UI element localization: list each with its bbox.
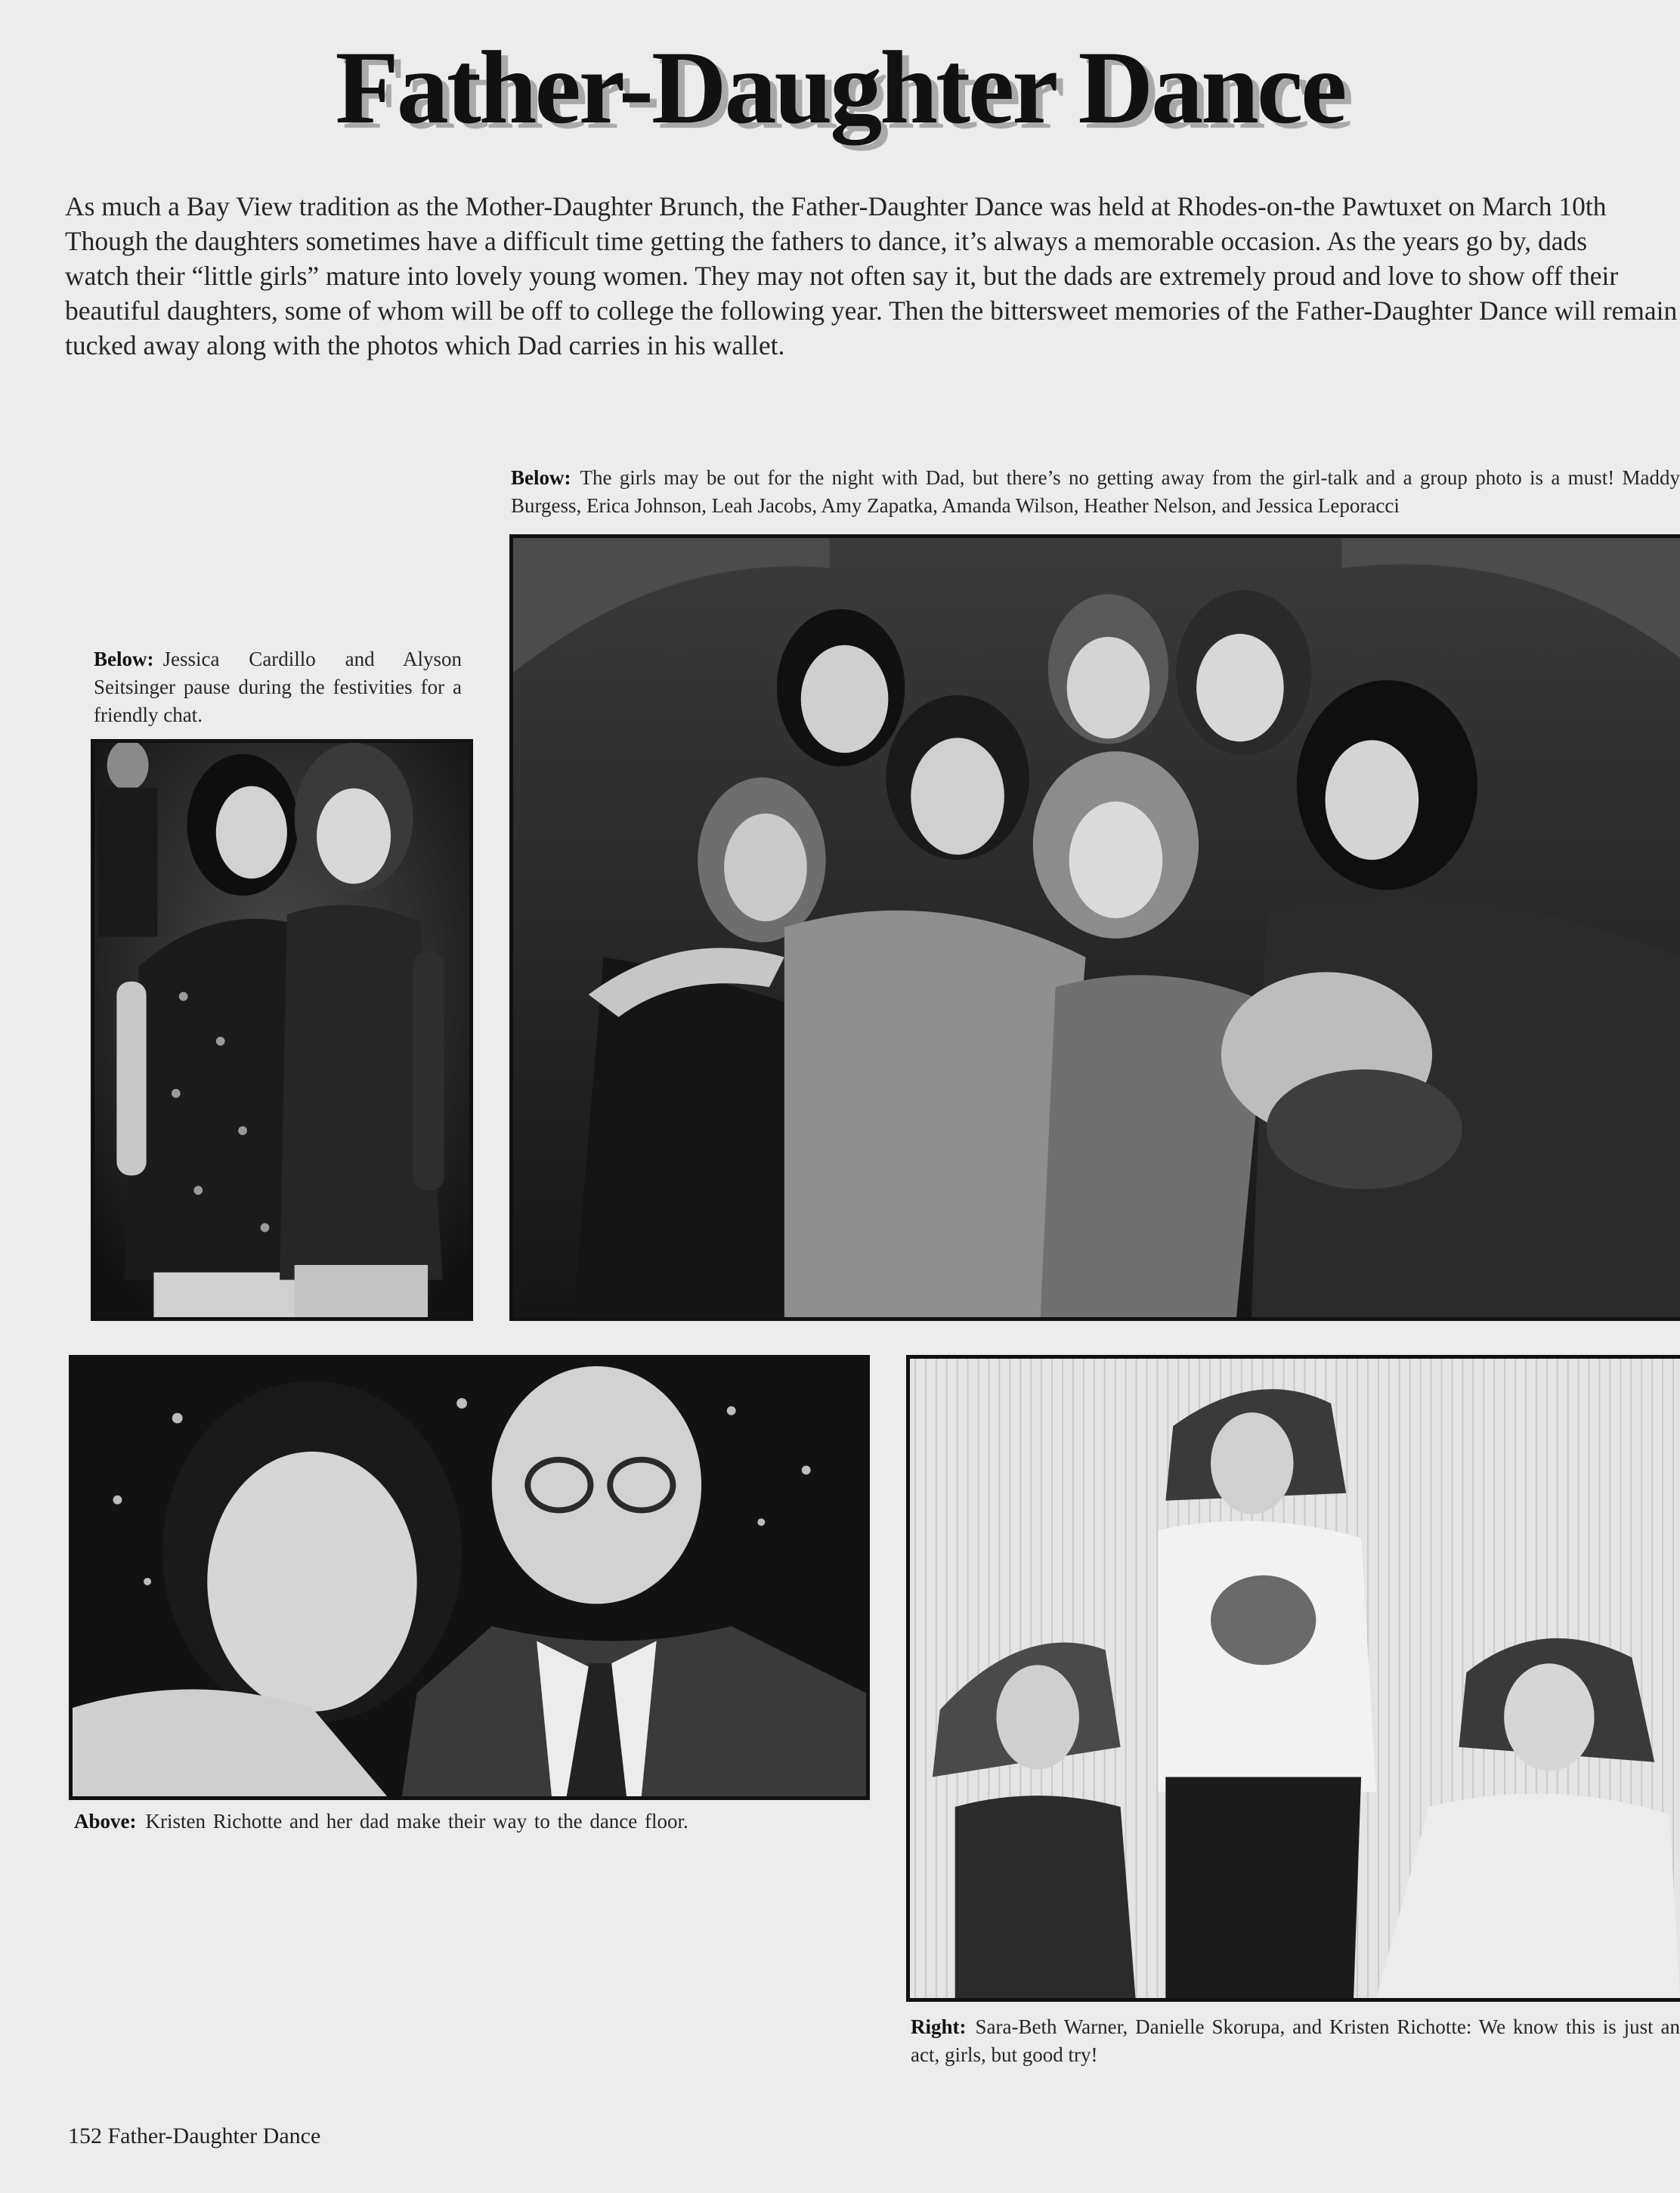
pair-photo-caption	[94, 645, 462, 729]
page-footer	[68, 2123, 320, 2149]
skit-photo	[906, 1355, 1680, 2002]
page-number: 152	[68, 2123, 102, 2148]
intro-line: As much a Bay View tradition as the Mother-Daughter Brunch, the Father-Daughter Dance was held at Rhodes-on-the Pawtuxet on March 10th	[65, 191, 1607, 221]
intro-line: tucked away along with the photos which Dad carries in his wallet.	[65, 330, 785, 360]
intro-line: watch their “little girls” mature into lovely young women. They may not often say it, but the dads are extremely proud and love to show off their	[65, 261, 1619, 291]
intro-paragraph	[65, 189, 1680, 367]
caption-text: The girls may be out for the night with Dad, but there’s no getting away from the girl-talk and a group photo is a must! Maddy Burgess, Erica Johnson, Leah Jacobs, Amy Zapatka, Amanda Wilson, Heather Nelson, and Jessica Leporacci	[511, 466, 1680, 517]
caption-lead: Above:	[74, 1810, 137, 1833]
caption-text: Sara-Beth Warner, Danielle Skorupa, and Kristen Richotte: We know this is just an act, girls, but good try!	[911, 2015, 1680, 2066]
caption-text: Kristen Richotte and her dad make their way to the dance floor.	[145, 1810, 688, 1833]
caption-lead: Below:	[511, 466, 571, 489]
caption-lead: Below:	[94, 648, 154, 670]
caption-text: Jessica Cardillo and Alyson Seitsinger pause during the festivities for a friendly chat.	[94, 648, 462, 726]
skit-photo-caption	[911, 2013, 1680, 2072]
dad-photo-caption	[74, 1808, 868, 1836]
group-photo	[509, 534, 1680, 1321]
dad-photo	[69, 1355, 870, 1800]
pair-photo	[91, 739, 473, 1321]
caption-lead: Right:	[911, 2015, 967, 2038]
intro-line: beautiful daughters, some of whom will be off to college the following year. Then the bittersweet memories of the Father-Daughter Dance will remain	[65, 295, 1678, 326]
group-photo-caption	[511, 464, 1680, 523]
page-title: Father-Daughter Dance	[335, 29, 1345, 145]
footer-section-title: Father-Daughter Dance	[107, 2123, 321, 2148]
intro-line: Though the daughters sometimes have a difficult time getting the fathers to dance, it’s always a memorable occasion. As the years go by, dads	[65, 226, 1588, 256]
